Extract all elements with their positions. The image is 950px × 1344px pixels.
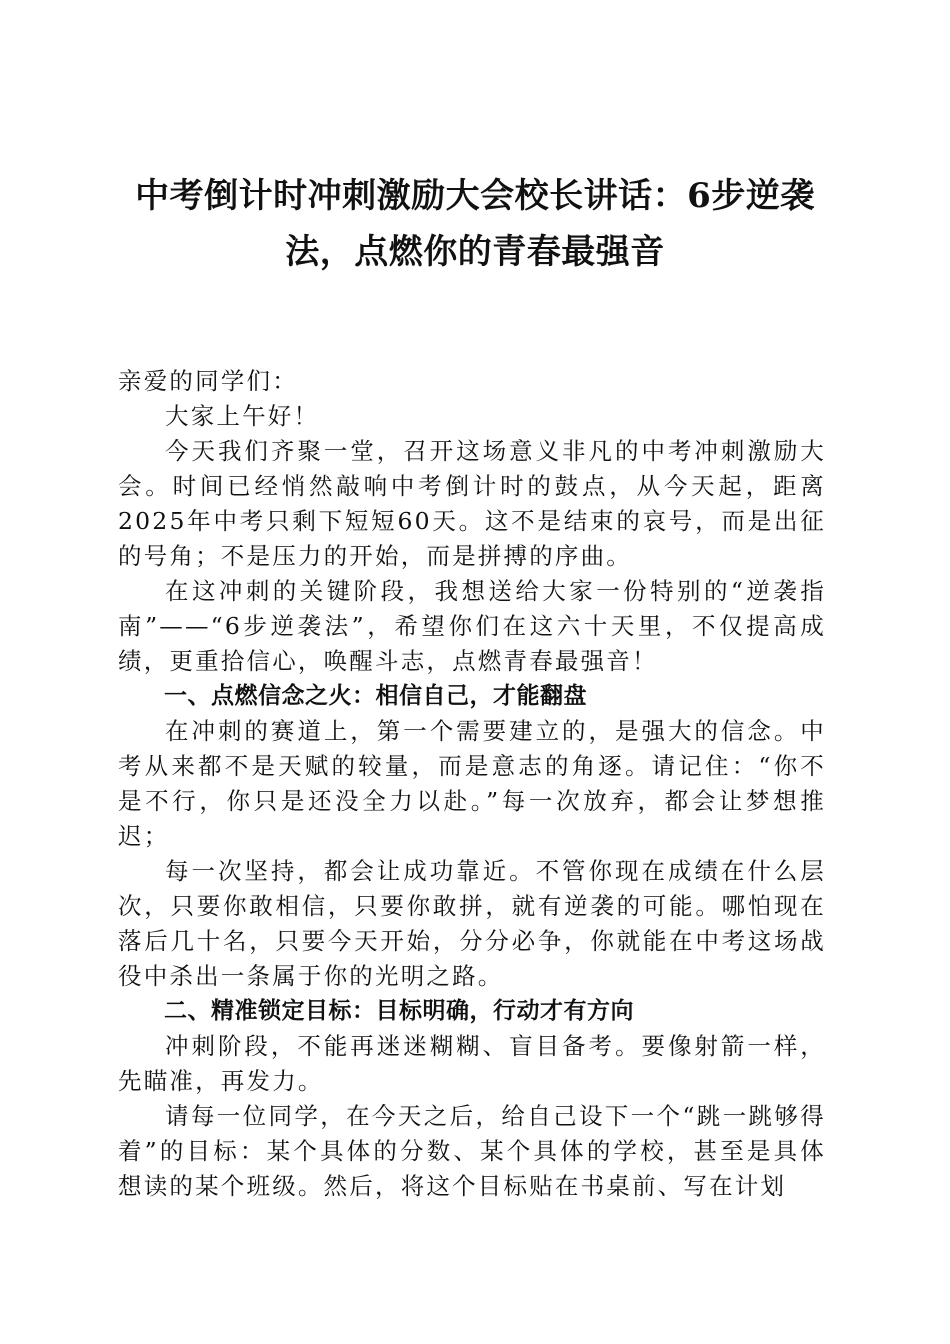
section-2-heading: 二、精准锁定目标：目标明确，行动才有方向 <box>164 998 634 1024</box>
section-2-paragraph-2: 请每一位同学，在今天之后，给自己设下一个“跳一跳够得着”的目标：某个具体的分数、某个具体的学校，甚至是具体想读的某个班级。然后，将这个目标贴在书桌前、写在计划 <box>118 1102 826 1200</box>
salutation: 亲爱的同学们： <box>118 367 298 395</box>
section-1-heading: 一、点燃信念之火：相信自己，才能翻盘 <box>164 683 587 709</box>
document-title: 中考倒计时冲刺激励大会校长讲话：6步逆袭法，点燃你的青春最强音 <box>135 176 815 272</box>
section-1-paragraph-1: 在冲刺的赛道上，第一个需要建立的，是强大的信念。中考从来都不是天赋的较量，而是意志的角逐。请记住：“你不是不行，你只是还没全力以赴。”每一次放弃，都会让梦想推迟； <box>118 717 826 850</box>
intro-paragraph-1: 今天我们齐聚一堂，召开这场意义非凡的中考冲刺激励大会。时间已经悄然敲响中考倒计时的鼓点，从今天起，距离2025年中考只剩下短短60天。这不是结束的哀号，而是出征的号角；不是压力的开始，而是拼搏的序曲。 <box>118 437 826 570</box>
greeting: 大家上午好！ <box>165 402 320 430</box>
document-body <box>118 364 826 1204</box>
section-2-paragraph-1: 冲刺阶段，不能再迷迷糊糊、盲目备考。要像射箭一样，先瞄准，再发力。 <box>118 1032 826 1095</box>
intro-paragraph-2: 在这冲刺的关键阶段，我想送给大家一份特别的“逆袭指南”——“6步逆袭法”，希望你们在这六十天里，不仅提高成绩，更重拾信心，唤醒斗志，点燃青春最强音！ <box>118 577 826 675</box>
section-1-paragraph-2: 每一次坚持，都会让成功靠近。不管你现在成绩在什么层次，只要你敢相信，只要你敢拼，就有逆袭的可能。哪怕现在落后几十名，只要今天开始，分分必争，你就能在中考这场战役中杀出一条属于你的光明之路。 <box>118 857 826 990</box>
